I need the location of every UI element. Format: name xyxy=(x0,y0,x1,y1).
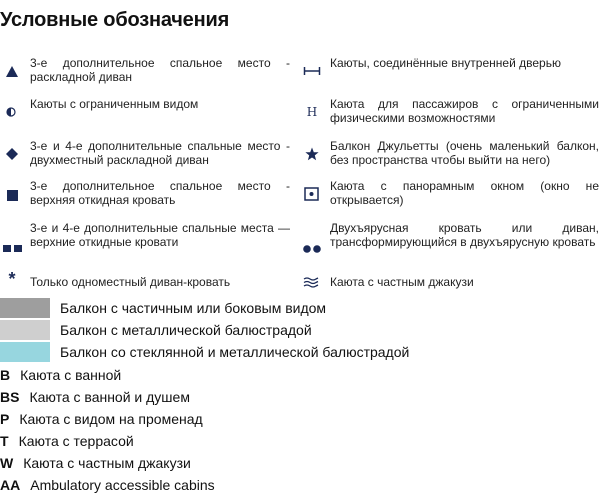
asterisk-icon: * xyxy=(8,268,16,289)
star-icon xyxy=(304,146,320,162)
code-row xyxy=(0,366,121,386)
swatch-metal-railing xyxy=(0,320,50,340)
bunk-bed-icon xyxy=(302,241,322,257)
connecting-door-icon xyxy=(303,63,321,79)
page-title: Условные обозначения xyxy=(0,9,230,31)
half-circle-icon xyxy=(3,104,19,120)
code-row xyxy=(0,388,190,408)
code-label: B xyxy=(0,367,11,383)
swatch-row: Балкон с металлической балюстрадой xyxy=(0,320,599,340)
accessible-h-icon: H xyxy=(306,105,318,119)
code-label: P xyxy=(0,411,10,427)
square-icon xyxy=(4,187,20,203)
code-description: Каюта с террасой xyxy=(18,433,134,449)
code-label: W xyxy=(0,455,14,471)
code-description: Каюта с частным джакузи xyxy=(23,455,191,471)
code-description: Каюта с видом на променад xyxy=(19,411,203,427)
code-description: Каюта с ванной xyxy=(20,367,122,383)
code-label: T xyxy=(0,433,9,449)
code-description: Каюта с ванной и душем xyxy=(29,389,190,405)
code-label: AA xyxy=(0,477,21,493)
double-square-icon xyxy=(2,240,24,256)
code-row xyxy=(0,432,134,452)
triangle-icon xyxy=(4,63,20,79)
code-label: BS xyxy=(0,389,20,405)
code-description: Ambulatory accessible cabins xyxy=(30,477,215,493)
code-row xyxy=(0,454,191,474)
code-row xyxy=(0,410,203,430)
swatch-row: Балкон со стеклянной и металлической балюстрадой xyxy=(0,342,599,362)
jacuzzi-icon xyxy=(303,274,319,290)
swatch-glass-railing xyxy=(0,342,50,362)
diamond-icon xyxy=(4,146,20,162)
code-row xyxy=(0,476,215,496)
swatch-row: Балкон с частичным или боковым видом xyxy=(0,298,599,318)
swatch-partial-view xyxy=(0,298,50,318)
panoramic-window-icon xyxy=(303,186,319,202)
